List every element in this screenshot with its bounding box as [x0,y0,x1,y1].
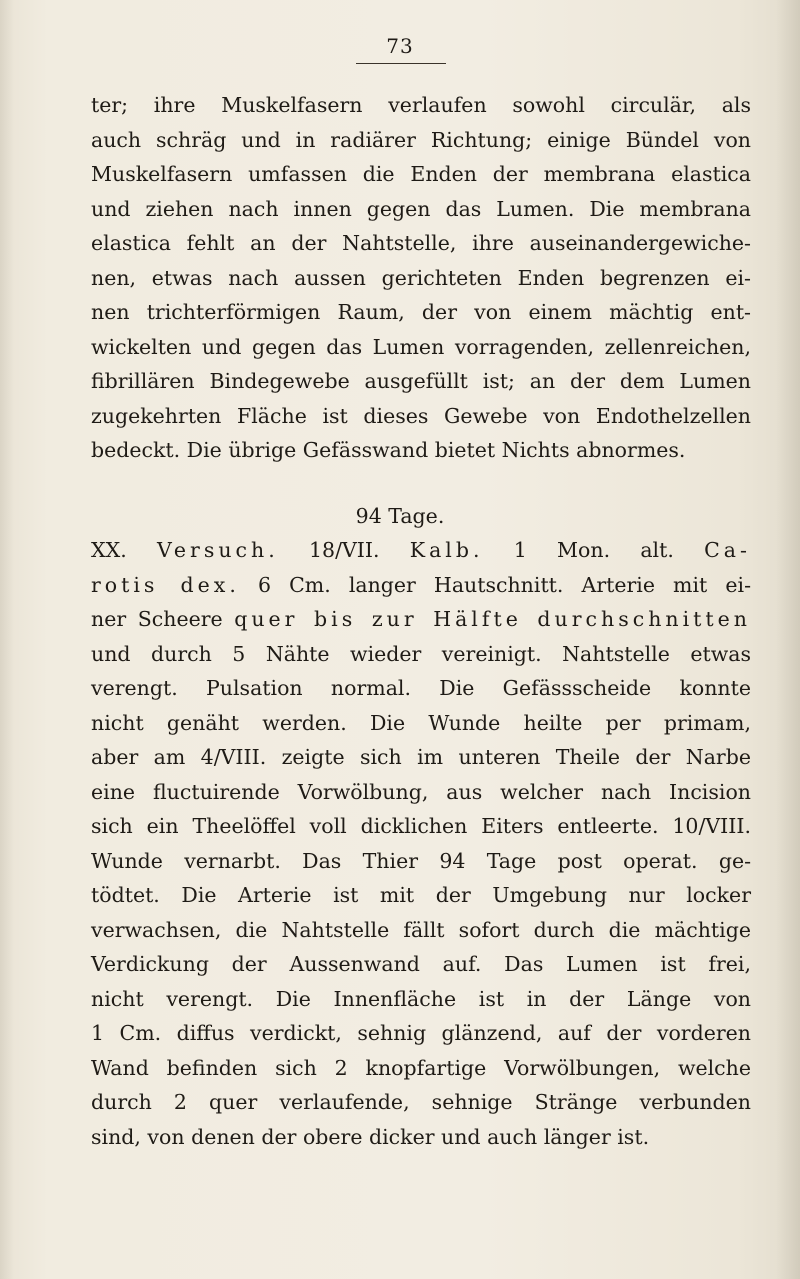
page-edge-shadow [776,0,800,1279]
text-line: nen trichterförmigen Raum, der von einem mächtig ent- [91,300,751,324]
text-line [91,568,751,603]
text-fragment: 6 Cm. langer Hautschnitt. Arterie mit ei- [257,572,751,597]
text-line: Wunde vernarbt. Das Thier 94 Tage post operat. ge- [91,848,751,873]
text-line: sind, von denen der obere dicker und auch länger ist. [91,1124,650,1149]
page-number: 73 [386,34,414,58]
page-number-rule [356,63,446,64]
text-line: wickelten und gegen das Lumen vorragenden, zellenreichen, [91,334,751,359]
experiment-label: Versuch. [156,538,279,562]
page-gutter-shadow [0,0,14,1279]
text-line: sich ein Theelöffel voll dicklichen Eiters entleerte. 10/VIII. [91,814,751,838]
text-line: Verdickung der Aussenwand auf. Das Lumen ist frei, [91,952,751,976]
experiment-number: XX. [91,538,127,562]
text-line: elastica fehlt an der Nahtstelle, ihre auseinandergewiche- [91,231,751,255]
text-line: nicht verengt. Die Innenfläche ist in der Länge von [91,986,751,1011]
text-line: verwachsen, die Nahtstelle fällt sofort durch die mächtige [91,917,751,942]
text-line: durch 2 quer verlaufende, sehnige Stränge verbunden [91,1090,751,1114]
paragraph-continued [91,88,751,468]
experiment-site-start: Ca- [704,538,751,562]
text-line: ter; ihre Muskelfasern verlaufen sowohl circulär, als [91,93,751,117]
text-line: nicht genäht werden. Die Wunde heilte per primam, [91,710,751,735]
text-line: Muskelfasern umfassen die Enden der membrana elastica [91,162,751,186]
experiment-age: 1 Mon. alt. [513,538,674,562]
text-line: verengt. Pulsation normal. Die Gefässscheide konnte [91,676,751,700]
text-line: 1 Cm. diffus verdickt, sehnig glänzend, auf der vorderen [91,1021,751,1045]
text-line: zugekehrten Fläche ist dieses Gewebe von Endothelzellen [91,403,751,428]
text-fragment: ner Scheere [91,607,223,631]
section-heading: 94 Tage. [355,504,445,528]
experiment-paragraph [91,533,751,1154]
text-line [91,602,751,637]
text-line: tödtet. Die Arterie ist mit der Umgebung nur locker [91,883,751,907]
text-line: fibrillären Bindegewebe ausgefüllt ist; an der dem Lumen [91,369,751,393]
text-line: aber am 4/VIII. zeigte sich im unteren Theile der Narbe [91,745,751,769]
text-line: und ziehen nach innen gegen das Lumen. Die membrana [91,196,751,221]
experiment-site-end: rotis dex. [91,572,240,597]
text-line-experiment-header [91,533,751,568]
experiment-animal: Kalb. [409,538,484,562]
text-line: bedeckt. Die übrige Gefässwand bietet Nichts abnormes. [91,438,686,462]
text-line: nen, etwas nach aussen gerichteten Enden begrenzen ei- [91,265,751,290]
experiment-date: 18/VII. [309,538,380,562]
text-line: auch schräg und in radiärer Richtung; einige Bündel von [91,127,751,152]
text-line: und durch 5 Nähte wieder vereinigt. Nahtstelle etwas [91,641,751,666]
text-line: eine fluctuirende Vorwölbung, aus welcher nach Incision [91,779,751,804]
text-line: Wand befinden sich 2 knopfartige Vorwölbungen, welche [91,1055,751,1080]
emphasized-text: quer bis zur Hälfte durchschnitten [234,607,751,631]
